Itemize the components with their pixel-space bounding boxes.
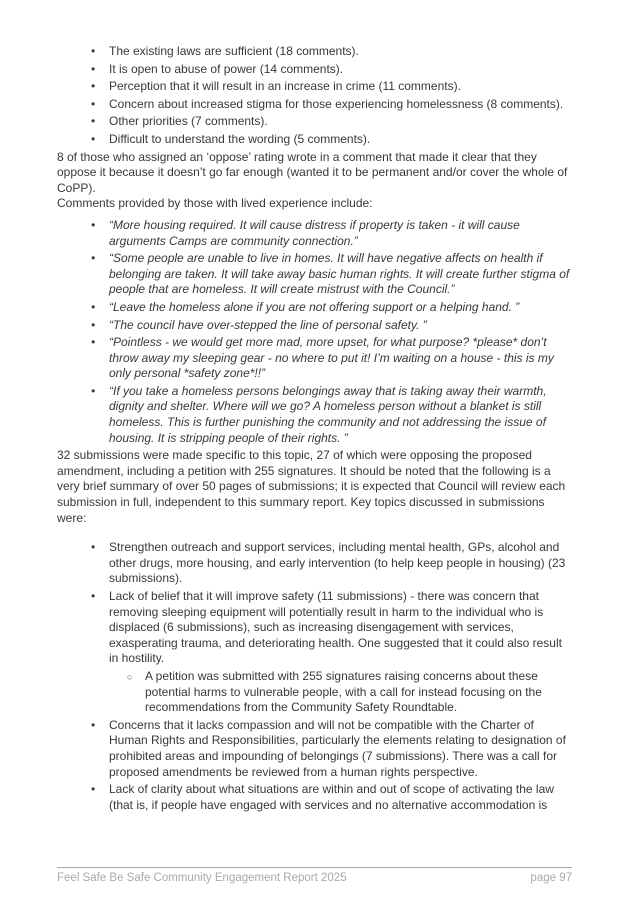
list-item: • Other priorities (7 comments). xyxy=(57,114,572,130)
list-item: • The existing laws are sufficient (18 comments). xyxy=(57,44,572,60)
sub-list-item xyxy=(109,669,572,716)
quote-item: • “More housing required. It will cause distress if property is taken - it will cause arguments Camps are community connection.” xyxy=(57,218,572,249)
sub-list xyxy=(109,669,572,716)
paragraph-lived-experience-intro: Comments provided by those with lived experience include: xyxy=(57,196,373,211)
list-item: • Perception that it will result in an increase in crime (11 comments). xyxy=(57,79,572,95)
list-item-text: Concerns that it lacks compassion and will not be compatible with the Charter of Human Rights and Responsibilities, particularly the elements relating to designation of prohibited areas and impounding of belongings (7 submissions). There was a call for proposed amendments be reviewed from a human rights perspective. xyxy=(109,717,566,779)
page-footer xyxy=(57,871,572,885)
list-item-text: Lack of belief that it will improve safety (11 submissions) - there was concern that removing sleeping equipment will potentially result in harm to the individual who is displaced (6 submissions), such as increasing disengagement with services, exasperating trauma, and deteriorating health. One suggested that it could also result in hostility. xyxy=(109,589,562,666)
quote-item: • “Leave the homeless alone if you are not offering support or a helping hand. ” xyxy=(57,300,572,316)
sub-list-item-text: A petition was submitted with 255 signatures raising concerns about these potential harms to vulnerable people, with a call for instead focusing on the recommendations from the Community Safety Roundtable. xyxy=(145,668,542,715)
lived-experience-quotes-list xyxy=(57,218,572,446)
quote-item: • “Pointless - we would get more mad, more upset, for what purpose? *please* don’t throw away my sleeping gear - no where to put it! I’m waiting on a house - this is my only personal *safety zone*!!” xyxy=(57,335,572,382)
quote-item: • “If you take a homeless persons belongings away that is taking away their warmth, dignity and shelter. Where will we go? A homeless person without a blanket is still homeless. This is further punishing the community and not addressing the issue of housing. It is stripping people of their rights. ” xyxy=(57,384,572,446)
paragraph-submissions-summary: 32 submissions were made specific to this topic, 27 of which were opposing the proposed amendment, including a petition with 255 signatures. It should be noted that the following is a very brief summary of over 50 pages of submissions; it is expected that Council will review each submission in full, independent to this summary report. Key topics discussed in submissions were: xyxy=(57,448,566,525)
footer-page-number: page 97 xyxy=(530,872,572,884)
list-item-text: Strengthen outreach and support services, including mental health, GPs, alcohol and other drugs, more housing, and early intervention (to help keep people in housing) (23 submissions). xyxy=(109,540,566,586)
list-item-text: Lack of clarity about what situations are within and out of scope of activating the law (that is, if people have engaged with services and no alternative accommodation is xyxy=(109,782,554,812)
list-item: • Concern about increased stigma for those experiencing homelessness (8 comments). xyxy=(57,97,572,113)
list-item: • Difficult to understand the wording (5 comments). xyxy=(57,132,572,148)
list-item xyxy=(57,540,572,587)
list-item: • It is open to abuse of power (14 comments). xyxy=(57,62,572,78)
footer-report-title: Feel Safe Be Safe Community Engagement Report 2025 xyxy=(57,872,347,884)
list-item xyxy=(57,589,572,716)
paragraph-oppose-rating: 8 of those who assigned an ‘oppose’ rating wrote in a comment that made it clear that they oppose it because it doesn’t go far enough (wanted it to be permanent and/or cover the whole of CoPP). xyxy=(57,149,568,195)
submission-topics-list xyxy=(57,540,572,813)
quote-item: • “Some people are unable to live in homes. It will have negative affects on health if belonging are taken. It will take away basic human rights. It will create further stigma of people that are homeless. It will create mistrust with the Council.” xyxy=(57,251,572,298)
comment-themes-list xyxy=(57,44,572,148)
quote-item: • “The council have over-stepped the line of personal safety. ” xyxy=(57,318,572,334)
footer-divider xyxy=(57,867,572,868)
list-item xyxy=(57,782,572,813)
list-item xyxy=(57,718,572,780)
page-content xyxy=(57,44,572,815)
